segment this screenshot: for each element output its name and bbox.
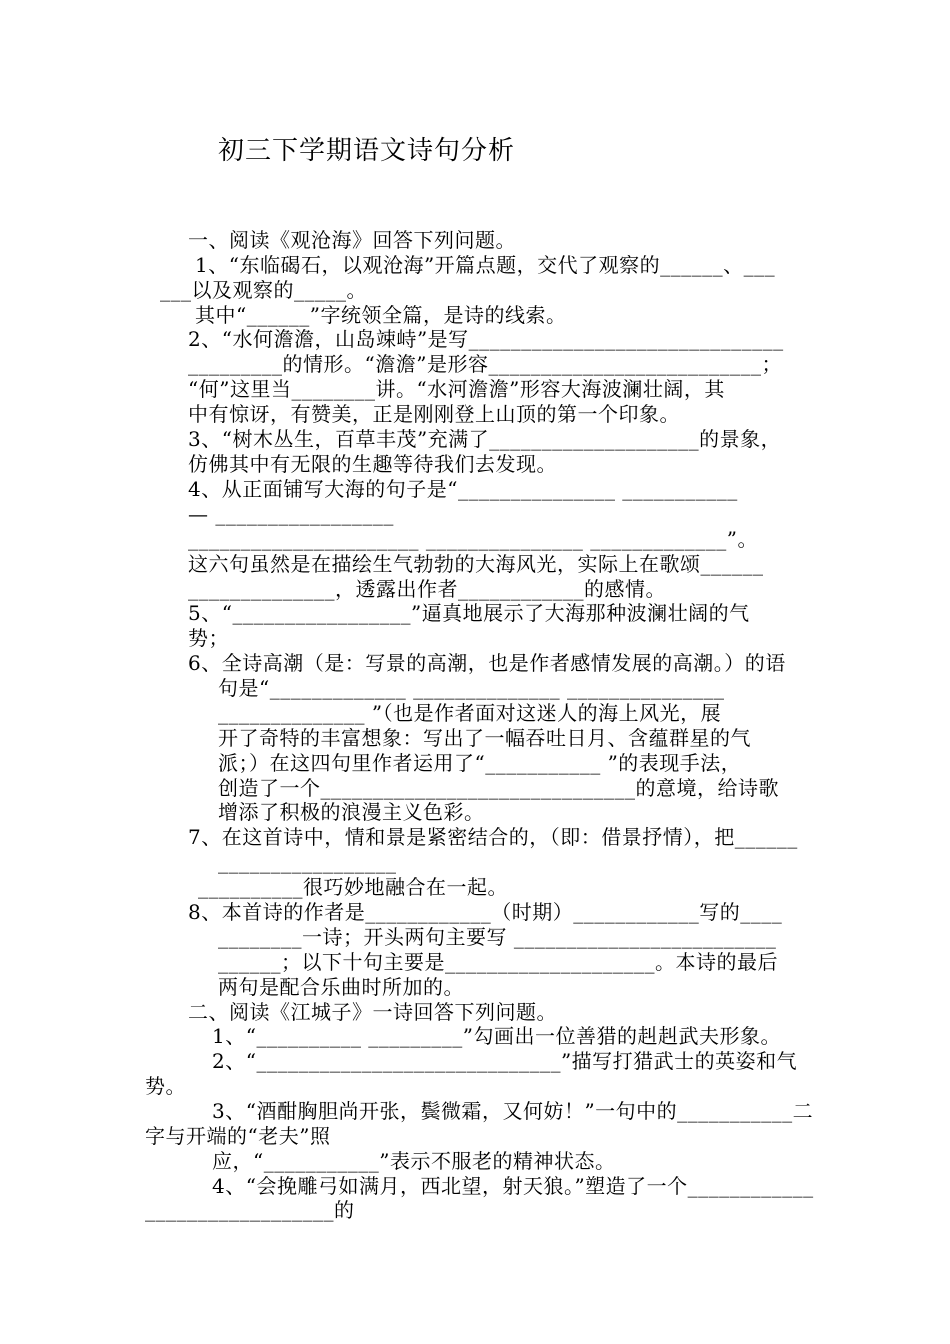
question-1-line-2: ___以及观察的_____。 (160, 278, 367, 302)
section-2-question-3-line-3: 应，“___________”表示不服老的精神状态。 (212, 1149, 616, 1173)
question-8-line-1: 8、本首诗的作者是____________（时期）____________写的____ (188, 900, 783, 924)
section-2-question-4-line-1: 4、“会挽雕弓如满月，西北望，射天狼。”塑造了一个____________ (212, 1174, 814, 1198)
question-7-line-3: __________很巧妙地融合在一起。 (198, 875, 508, 899)
question-8-line-2: ________一诗；开头两句主要写 _________________________ (218, 925, 777, 949)
question-3-line-1: 3、“树木丛生，百草丰茂”充满了____________________的景象， (188, 427, 782, 451)
section-2-question-3-line-2: 字与开端的“老夫”照 (145, 1124, 331, 1148)
question-6-line-2: 句是“_____________ ______________ _______________ (218, 676, 725, 700)
section-1-heading: 一、阅读《观沧海》回答下列问题。 (188, 228, 516, 252)
section-2-question-2-line-2: 势。 (145, 1074, 186, 1098)
question-6-line-6: 创造了一个______________________________的意境，给诗歌 (218, 776, 779, 800)
question-3-line-2: 仿佛其中有无限的生趣等待我们去发现。 (188, 452, 557, 476)
section-2-heading: 二、阅读《江城子》一诗回答下列问题。 (188, 1000, 557, 1024)
question-7-line-1: 7、在这首诗中，情和景是紧密结合的，（即：借景抒情），把______ (188, 825, 798, 849)
question-5-line-2: 势； (188, 626, 229, 650)
question-2-line-3: “何”这里当________讲。“水河澹澹”形容大海波澜壮阔，其 (188, 377, 725, 401)
question-6-line-4: 开了奇特的丰富想象：写出了一幅吞吐日月、含蕴群星的气 (218, 726, 751, 750)
question-6-line-3: ______________ ”（也是作者面对这迷人的海上风光，展 (218, 701, 722, 725)
section-2-question-2-line-1: 2、“_____________________________”描写打猎武士的英姿和气 (212, 1049, 798, 1073)
section-2-question-4-line-2: __________________的 (145, 1198, 355, 1222)
question-6-line-7: 增添了积极的浪漫主义色彩。 (218, 800, 485, 824)
question-4-line-1: 4、从正面铺写大海的句子是“_______________ ___________ (188, 477, 738, 501)
question-8-line-4: 两句是配合乐曲时所加的。 (218, 975, 464, 999)
question-2-line-1: 2、“水何澹澹，山岛竦峙”是写______________________________ (188, 327, 784, 351)
page-title: 初三下学期语文诗句分析 (218, 136, 516, 166)
question-2-line-2: _________的情形。“澹澹”是形容__________________________； (188, 352, 782, 376)
section-2-question-3-line-1: 3、“酒酣胸胆尚开张，鬓微霜，又何妨！”一句中的___________二 (212, 1099, 814, 1123)
question-5-line-1: 5、“_________________”逼真地展示了大海那种波澜壮阔的气 (188, 601, 750, 625)
question-4-line-4: 这六句虽然是在描绘生气勃勃的大海风光，实际上在歌颂______ (188, 552, 764, 576)
question-4-line-5: ______________，透露出作者____________的感情。 (188, 577, 666, 601)
question-2-line-4: 中有惊讶，有赞美，正是刚刚登上山顶的第一个印象。 (188, 402, 680, 426)
section-2-question-1: 1、“__________ _________”勾画出一位善猎的赳赳武夫形象。 (212, 1024, 782, 1048)
question-1-line-3: 其中“______”字统领全篇，是诗的线索。 (195, 303, 567, 327)
question-6-line-5: 派；）在这四句里作者运用了“___________ ”的表现手法， (218, 751, 742, 775)
question-4-line-3: ______________________ _______________ _____________”。 (188, 527, 758, 551)
question-1-line-1: 1、“东临碣石，以观沧海”开篇点题，交代了观察的______、___ (195, 253, 776, 277)
question-4-line-2: — _________________ (188, 502, 394, 526)
question-8-line-3: ______；以下十句主要是____________________。本诗的最后 (218, 950, 778, 974)
question-6-line-1: 6、全诗高潮（是：写景的高潮，也是作者感情发展的高潮。）的语 (188, 651, 786, 675)
question-7-line-2: _________________ (218, 850, 397, 874)
